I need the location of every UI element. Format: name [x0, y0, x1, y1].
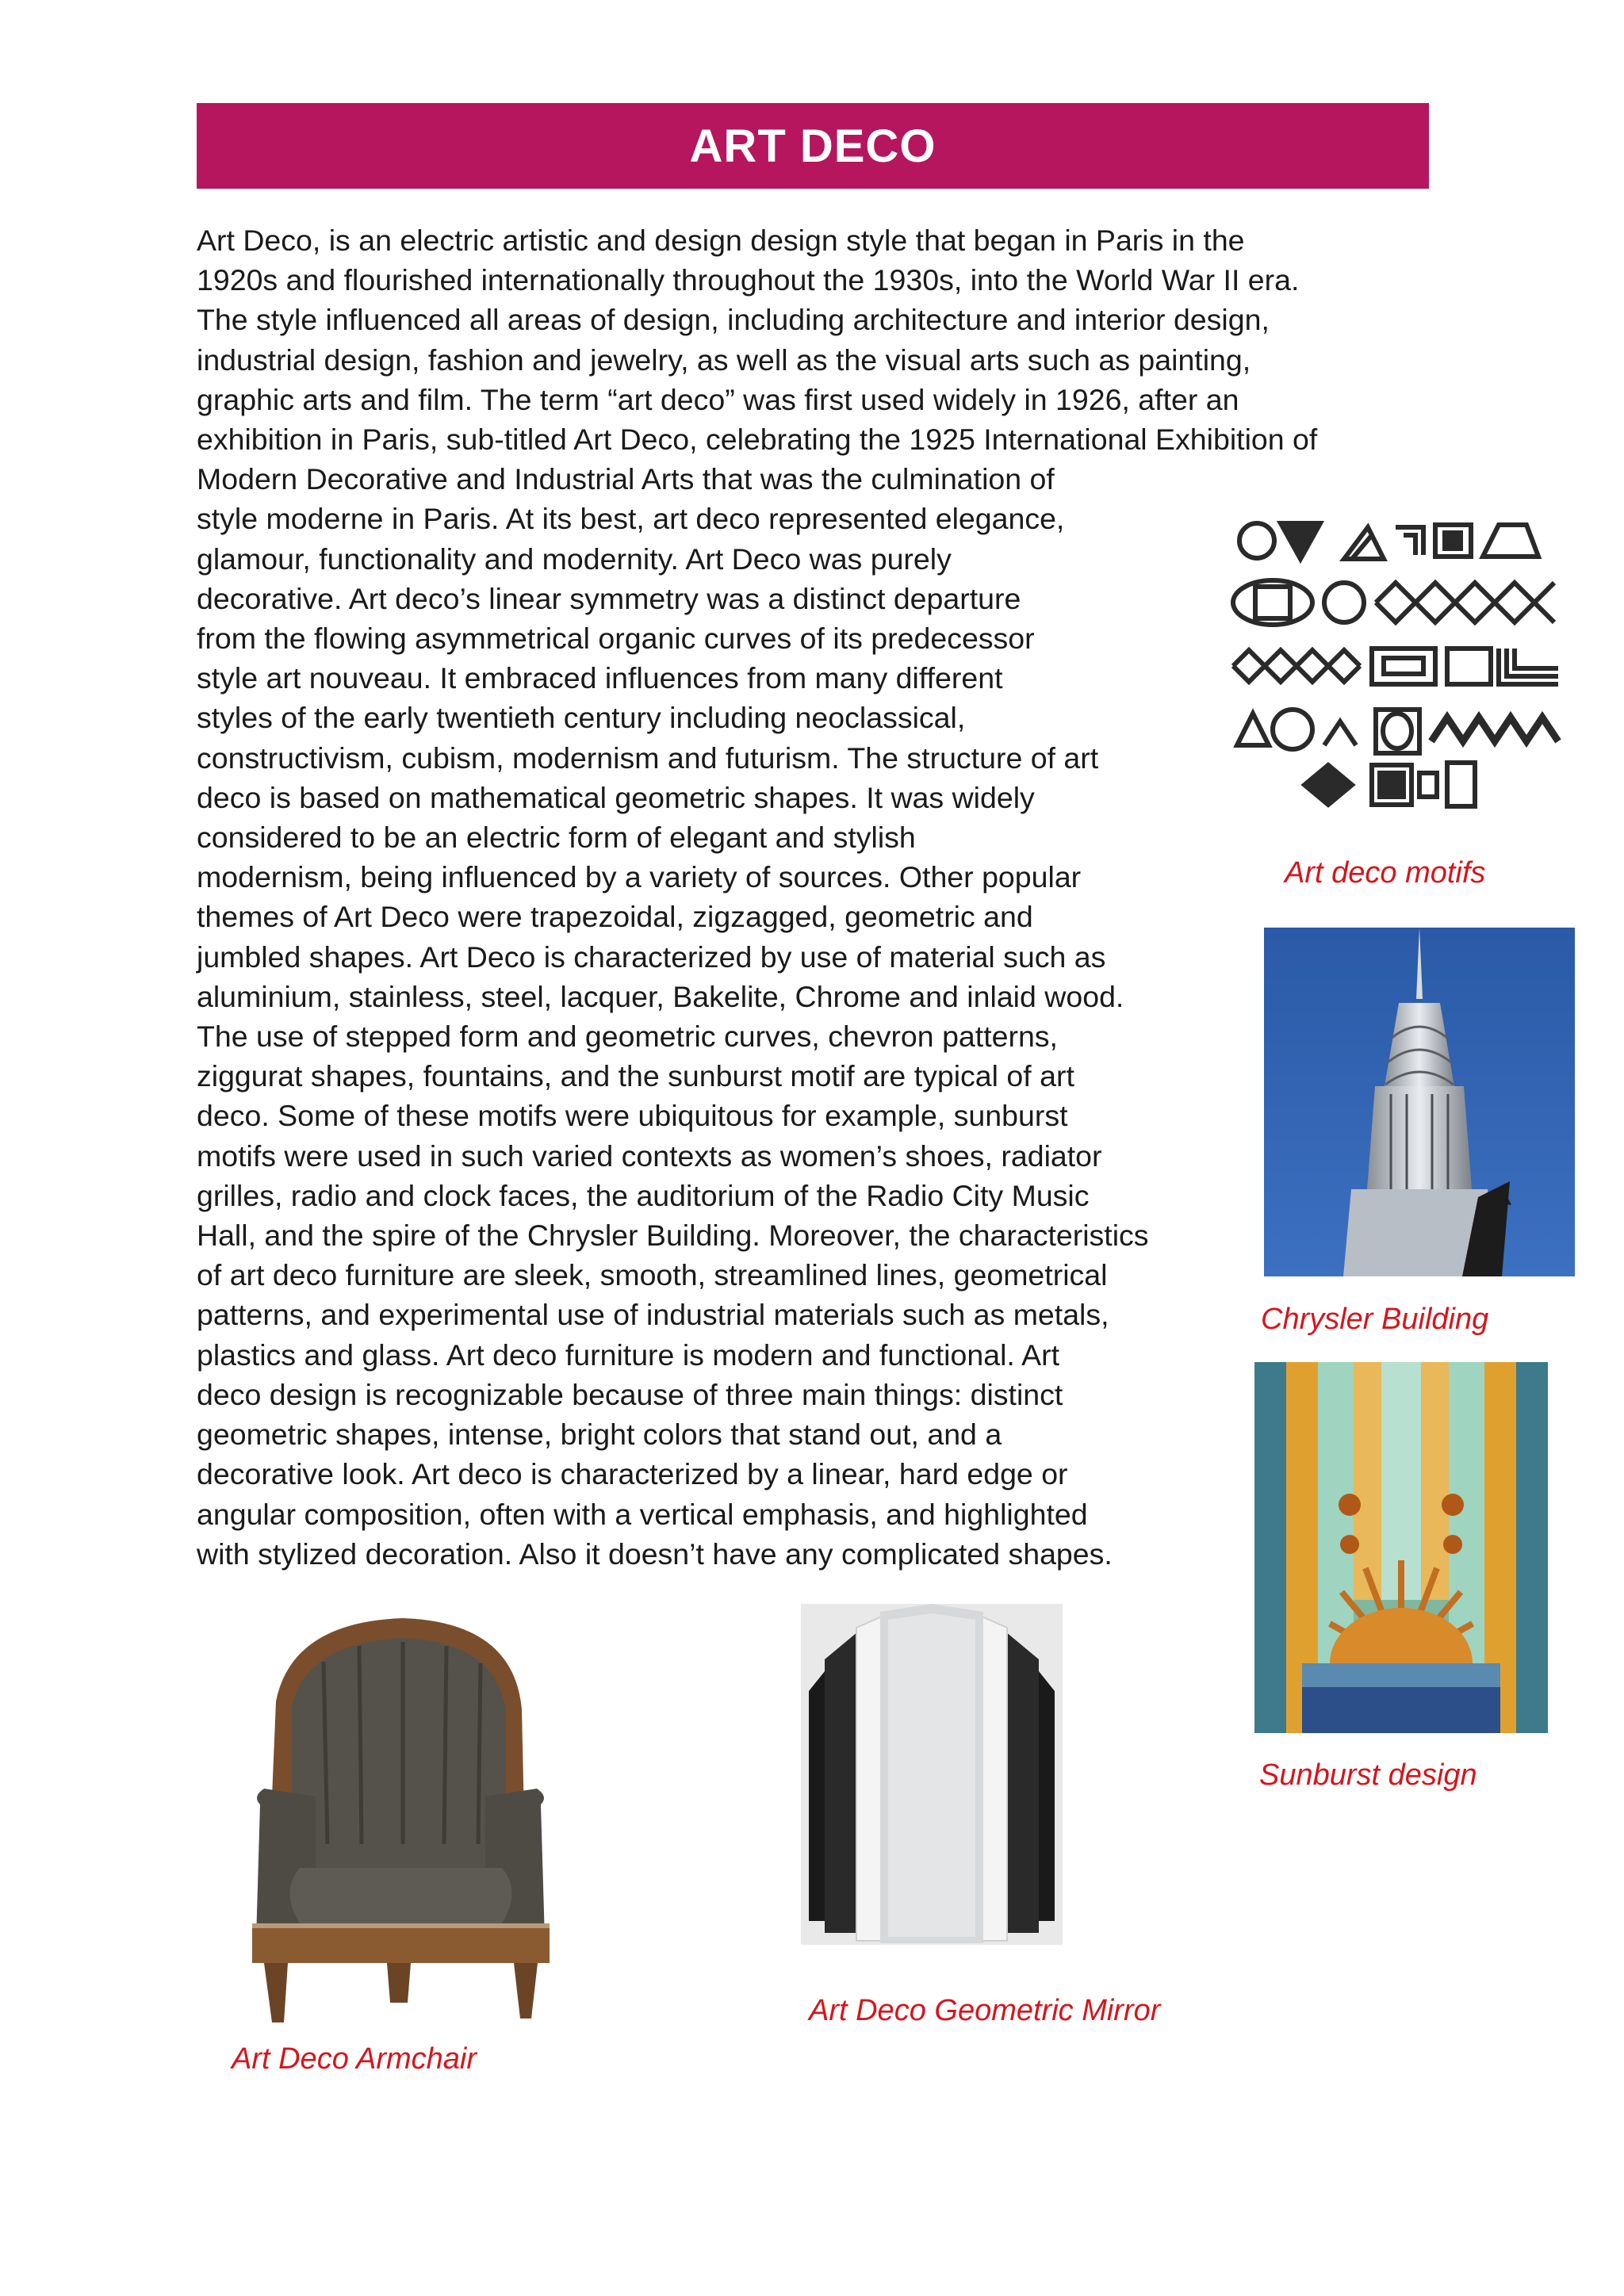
body-line: modernism, being influenced by a variety of sources. Other popular: [197, 860, 1082, 894]
title-banner: [197, 103, 1429, 189]
body-line: constructivism, cubism, modernism and futurism. The structure of art: [197, 740, 1099, 775]
chrysler-building-image: [1264, 928, 1575, 1276]
body-line: The use of stepped form and geometric curves, chevron patterns,: [197, 1020, 1058, 1054]
body-paragraph: [197, 220, 1317, 1574]
body-line: themes of Art Deco were trapezoidal, zigzagged, geometric and: [197, 900, 1033, 934]
body-line: geometric shapes, intense, bright colors that stand out, and a: [197, 1418, 1002, 1452]
body-line: Modern Decorative and Industrial Arts that was the culmination of: [197, 462, 1055, 496]
armchair-caption: Art Deco Armchair: [232, 2042, 477, 2076]
body-line: patterns, and experimental use of industrial materials such as metals,: [197, 1298, 1109, 1332]
body-line: deco is based on mathematical geometric shapes. It was widely: [197, 780, 1035, 814]
body-line: of art deco furniture are sleek, smooth, streamlined lines, geometrical: [197, 1258, 1108, 1292]
body-line: styles of the early twentieth century including neoclassical,: [197, 701, 966, 735]
body-line: style moderne in Paris. At its best, art deco represented elegance,: [197, 502, 1065, 536]
body-line: grilles, radio and clock faces, the auditorium of the Radio City Music: [197, 1178, 1090, 1212]
body-line: deco design is recognizable because of three main things: distinct: [197, 1377, 1063, 1411]
body-line: Hall, and the spire of the Chrysler Building. Moreover, the characteristics: [197, 1219, 1149, 1253]
sunburst-design-image: [1254, 1362, 1548, 1733]
body-line: deco. Some of these motifs were ubiquitous for example, sunburst: [197, 1099, 1068, 1133]
sunburst-caption: Sunburst design: [1259, 1758, 1477, 1792]
body-line: with stylized decoration. Also it doesn’t have any complicated shapes.: [197, 1536, 1113, 1571]
art-deco-motifs-image: [1225, 507, 1574, 813]
body-line: style art nouveau. It embraced influences from many different: [197, 661, 1003, 695]
body-line: plastics and glass. Art deco furniture is modern and functional. Art: [197, 1337, 1060, 1372]
geometric-mirror-image: [801, 1604, 1063, 1945]
body-line: graphic arts and film. The term “art deco” was first used widely in 1926, after an: [197, 382, 1239, 416]
body-line: industrial design, fashion and jewelry, as well as the visual arts such as painting,: [197, 342, 1251, 377]
body-line: Art Deco, is an electric artistic and design design style that began in Paris in the: [197, 224, 1245, 257]
body-line: The style influenced all areas of design, including architecture and interior design,: [197, 303, 1270, 337]
page-title: ART DECO: [689, 120, 936, 172]
body-line: 1920s and flourished internationally throughout the 1930s, into the World War II era.: [197, 263, 1300, 297]
body-line: decorative look. Art deco is characterized by a linear, hard edge or: [197, 1457, 1068, 1491]
body-line: from the flowing asymmetrical organic curves of its predecessor: [197, 622, 1035, 656]
body-line: aluminium, stainless, steel, lacquer, Bakelite, Chrome and inlaid wood.: [197, 979, 1124, 1013]
body-line: considered to be an electric form of elegant and stylish: [197, 821, 916, 855]
body-line: glamour, functionality and modernity. Art Deco was purely: [197, 541, 952, 576]
mirror-caption: Art Deco Geometric Mirror: [809, 1994, 1161, 2027]
body-line: jumbled shapes. Art Deco is characterized by use of material such as: [197, 939, 1106, 974]
body-line: ziggurat shapes, fountains, and the sunburst motif are typical of art: [197, 1059, 1074, 1093]
motifs-caption: Art deco motifs: [1285, 856, 1486, 890]
chrysler-caption: Chrysler Building: [1261, 1303, 1489, 1336]
body-line: decorative. Art deco’s linear symmetry was a distinct departure: [197, 581, 1021, 615]
body-line: motifs were used in such varied contexts as women’s shoes, radiator: [197, 1138, 1102, 1173]
armchair-image: [228, 1606, 573, 2033]
body-line: exhibition in Paris, sub-titled Art Deco, celebrating the 1925 International Exhibition of: [197, 423, 1318, 457]
body-line: angular composition, often with a vertical emphasis, and highlighted: [197, 1497, 1088, 1531]
